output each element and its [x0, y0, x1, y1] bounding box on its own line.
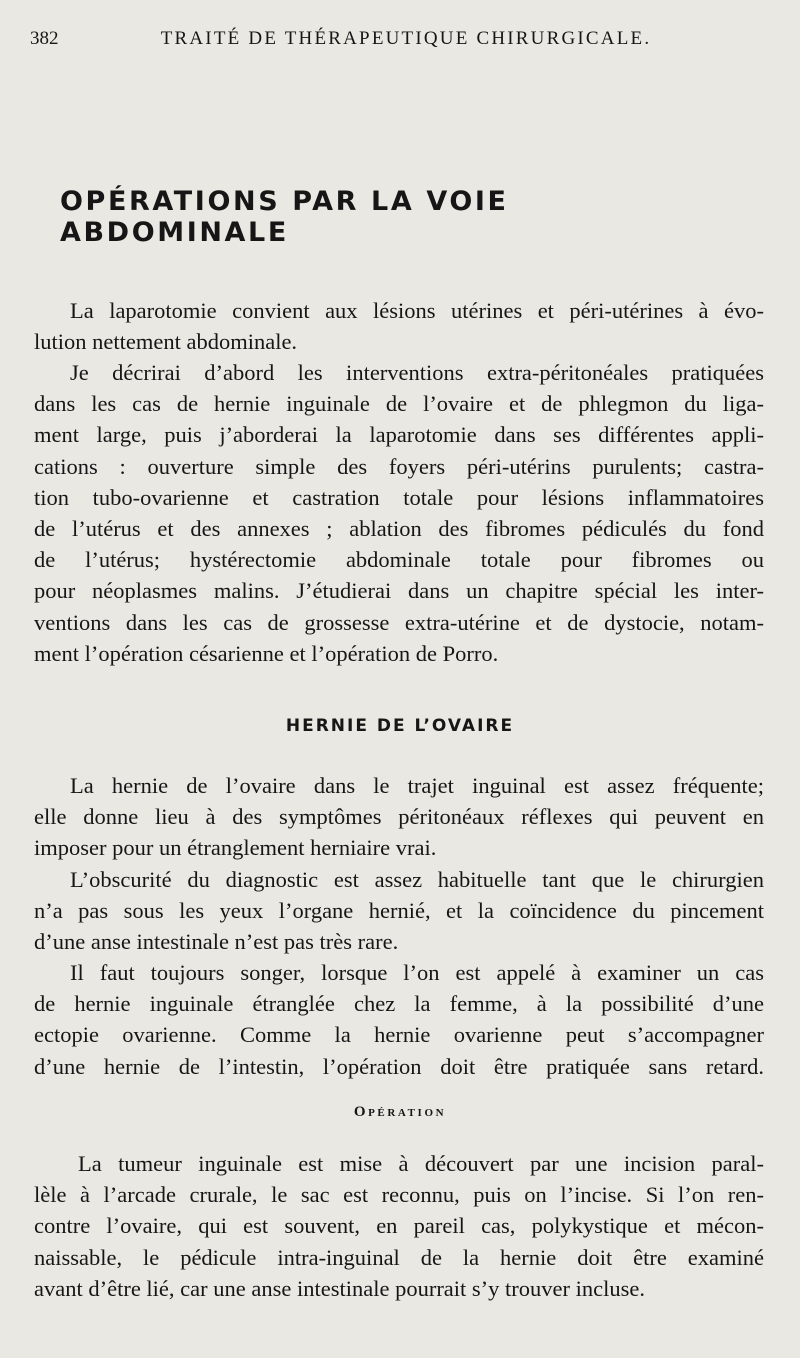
- text-line: La tumeur inguinale est mise à découvert par une incision paral-: [78, 1151, 764, 1176]
- paragraph-hernie-1: [34, 770, 764, 864]
- text-line: naissable, le pédicule intra-inguinal de la hernie doit être examiné: [34, 1244, 764, 1270]
- text-line: de l’utérus; hystérectomie abdominale totale pour fibromes ou: [34, 547, 764, 573]
- page-number: 382: [30, 28, 59, 49]
- text-line: d’une anse intestinale n’est pas très rare.: [34, 929, 399, 955]
- text-line: La hernie de l’ovaire dans le trajet inguinal est assez fréquente;: [70, 773, 764, 798]
- paragraph-intro-1: [34, 295, 764, 357]
- text-line: cations : ouverture simple des foyers péri-utérins purulents; castra-: [34, 453, 764, 479]
- text-line: pour néoplasmes malins. J’étudierai dans un chapitre spécial les inter-: [34, 578, 764, 604]
- text-line: L’obscurité du diagnostic est assez habituelle tant que le chirurgien: [70, 867, 764, 892]
- text-line: avant d’être lié, car une anse intestinale pourrait s’y trouver incluse.: [34, 1275, 646, 1301]
- subsection-title: Opération: [353, 1104, 447, 1120]
- text-line: contre l’ovaire, qui est souvent, en pareil cas, polykystique et mécon-: [34, 1213, 764, 1239]
- text-line: ment l’opération césarienne et l’opération de Porro.: [34, 640, 499, 666]
- text-line: ventions dans les cas de grossesse extra-utérine et de dystocie, notam-: [34, 609, 764, 635]
- section-title: HERNIE DE L’OVAIRE: [285, 716, 515, 736]
- running-header: [0, 28, 800, 54]
- text-line: La laparotomie convient aux lésions utérines et péri-utérines à évo-: [70, 298, 764, 323]
- text-line: dans les cas de hernie inguinale de l’ovaire et de phlegmon du liga-: [34, 391, 764, 417]
- paragraph-hernie-2: [34, 864, 764, 958]
- text-line: Je décrirai d’abord les interventions extra-péritonéales pratiquées: [70, 360, 764, 385]
- text-line: lution nettement abdominale.: [34, 329, 298, 355]
- running-title: TRAITÉ DE THÉRAPEUTIQUE CHIRURGICALE.: [160, 28, 652, 49]
- paragraph-intro-2: [34, 357, 764, 669]
- text-line: ment large, puis j’aborderai la laparotomie dans ses différentes appli-: [34, 422, 764, 448]
- text-line: de l’utérus et des annexes ; ablation des fibromes pédiculés du fond: [34, 515, 764, 541]
- paragraph-hernie-3: [34, 957, 764, 1082]
- text-line: imposer pour un étranglement herniaire vrai.: [34, 835, 437, 861]
- text-line: de hernie inguinale étranglée chez la femme, à la possibilité d’une: [34, 991, 764, 1017]
- text-line: Il faut toujours songer, lorsque l’on est appelé à examiner un cas: [70, 960, 764, 985]
- text-line: elle donne lieu à des symptômes péritonéaux réflexes qui peuvent en: [34, 804, 764, 830]
- paragraph-operation: [34, 1148, 764, 1304]
- text-line: ectopie ovarienne. Comme la hernie ovarienne peut s’accompagner: [34, 1022, 764, 1048]
- text-line: tion tubo-ovarienne et castration totale pour lésions inflammatoires: [34, 484, 764, 510]
- text-line: d’une hernie de l’intestin, l’opération doit être pratiquée sans retard.: [34, 1053, 764, 1079]
- text-line: lèle à l’arcade crurale, le sac est reconnu, puis on l’incise. Si l’on ren-: [34, 1182, 764, 1208]
- chapter-title: OPÉRATIONS PAR LA VOIE ABDOMINALE: [60, 186, 509, 248]
- text-line: n’a pas sous les yeux l’organe hernié, et la coïncidence du pincement: [34, 898, 764, 924]
